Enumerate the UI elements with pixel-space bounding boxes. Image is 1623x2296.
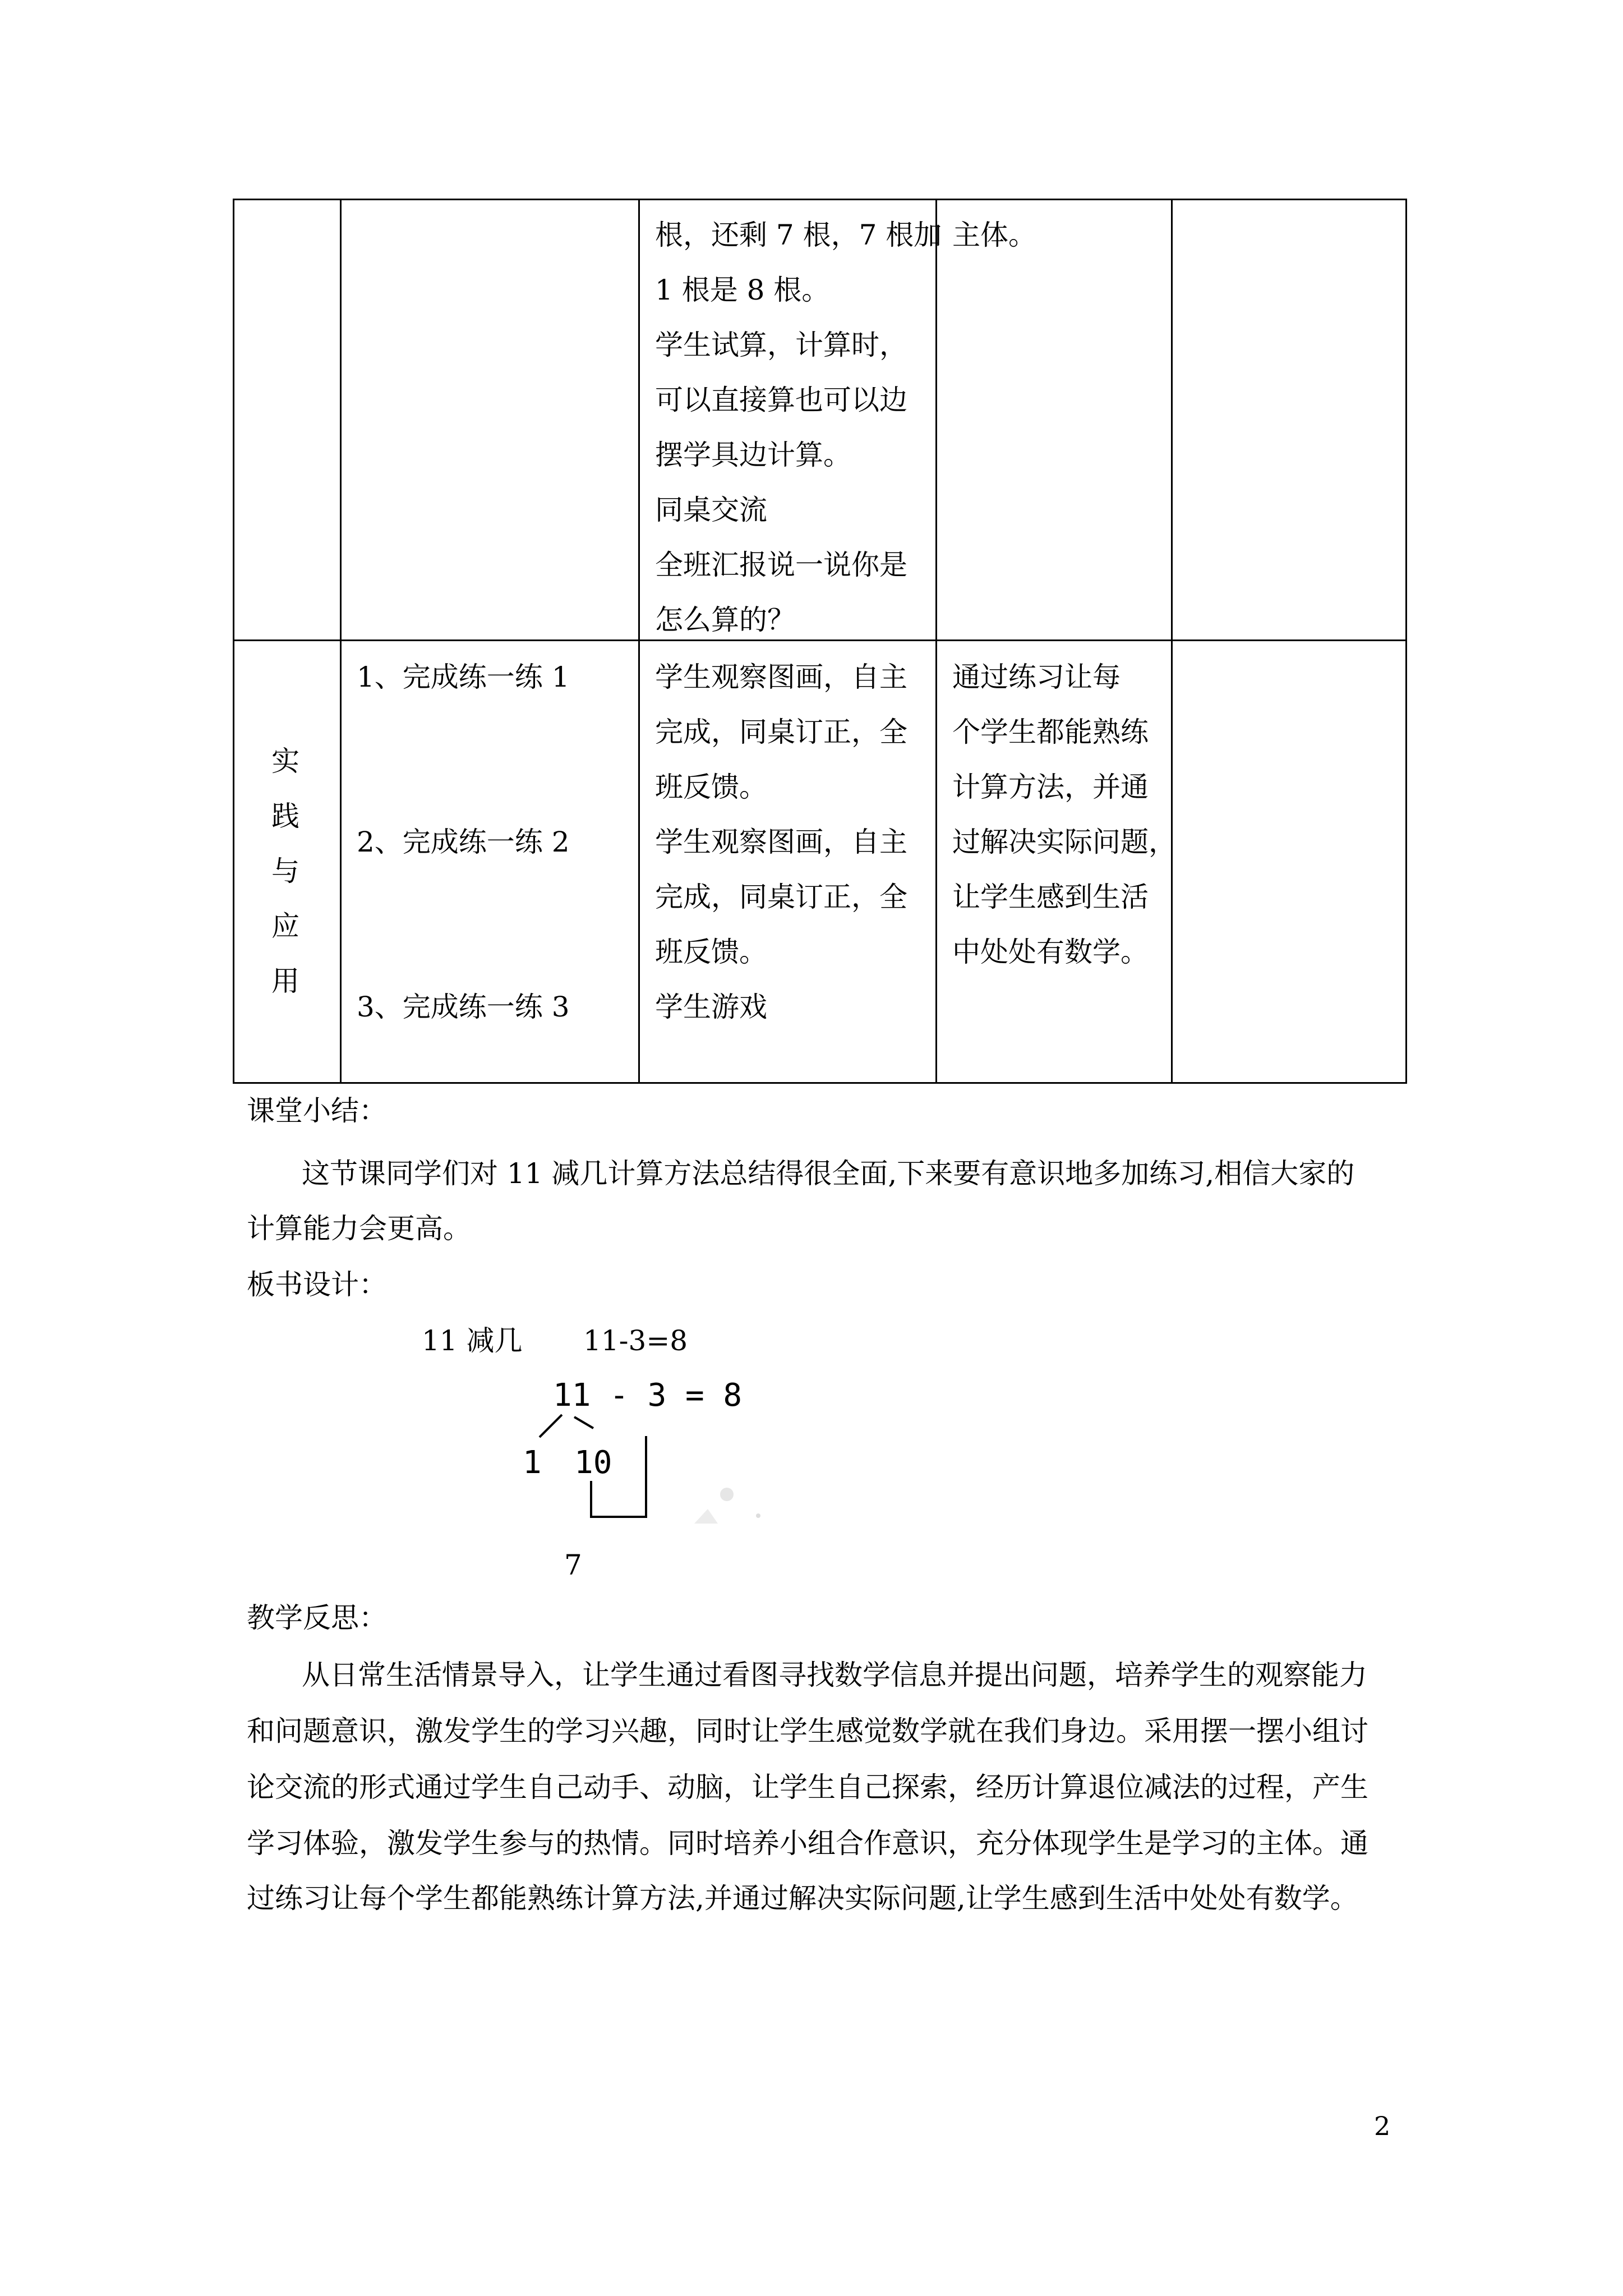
row2-student-activity [655, 650, 907, 1034]
text-line: 学生观察图画，自主 [655, 661, 907, 693]
row2-design-intent [952, 650, 1177, 979]
text-line: 学生观察图画，自主 [655, 826, 907, 858]
row2-stage-label [271, 734, 299, 1009]
text-line: 班反馈。 [655, 771, 767, 803]
watermark-dot [720, 1488, 734, 1501]
text-line: 主体。 [952, 219, 1036, 251]
text-line: 完成，同桌订正，全 [655, 716, 907, 748]
table-col-divider-1 [340, 199, 342, 1084]
text-line: 怎么算的？ [655, 604, 795, 636]
text-line: 班反馈。 [655, 936, 767, 968]
text-line: 全班汇报说一说你是 [655, 549, 907, 581]
text-line: 完成，同桌订正，全 [655, 881, 907, 913]
split-line-right [574, 1417, 593, 1428]
text-line: 学生游戏 [655, 991, 767, 1023]
row1-design-intent [952, 208, 1036, 263]
table-bottom-border [233, 1082, 1407, 1084]
split-line-left [540, 1415, 562, 1437]
text-line: 计算方法，并通 [952, 771, 1149, 803]
row1-student-activity [655, 208, 942, 647]
table-right-border [1405, 199, 1407, 1084]
text-char: 用 [271, 965, 299, 997]
text-line: 可以直接算也可以边 [655, 384, 907, 416]
board-heading: 板书设计： [247, 1268, 387, 1301]
text-line: 过解决实际问题， [952, 826, 1177, 858]
text-line: 摆学具边计算。 [655, 439, 851, 471]
text-line: 1 根是 8 根。 [655, 274, 830, 306]
text-line: 同桌交流 [655, 494, 767, 526]
table-left-border [233, 199, 234, 1084]
text-line: 让学生感到生活 [952, 881, 1149, 913]
text-line: 个学生都能熟练 [952, 716, 1149, 748]
summary-heading: 课堂小结： [247, 1094, 387, 1127]
text-line: 通过练习让每 [952, 661, 1121, 693]
summary-line-1: 这节课同学们对 11 减几计算方法总结得很全面,下来要有意识地多加练习,相信大家的 [302, 1157, 1355, 1190]
table-top-border [233, 199, 1407, 200]
reflection-heading: 教学反思： [247, 1602, 387, 1634]
diagram-right-part: 10 [574, 1444, 612, 1481]
text-line: 学生试算，计算时， [655, 329, 907, 361]
row2-teacher-activity-3: 3、完成练一练 3 [357, 991, 570, 1023]
row2-teacher-activity-2: 2、完成练一练 2 [357, 826, 570, 858]
diagram-equation: 11 - 3 = 8 [553, 1377, 743, 1414]
row2-teacher-activity-1: 1、完成练一练 1 [357, 661, 570, 693]
text-char: 与 [271, 855, 299, 887]
table-col-divider-2 [638, 199, 640, 1084]
reflection-line-5: 过练习让每个学生都能熟练计算方法,并通过解决实际问题,让学生感到生活中处处有数学。 [247, 1882, 1358, 1915]
board-equation: 11-3=8 [583, 1324, 688, 1357]
reflection-line-1: 从日常生活情景导入，让学生通过看图寻找数学信息并提出问题，培养学生的观察能力 [302, 1659, 1367, 1691]
reflection-line-3: 论交流的形式通过学生自己动手、动脑，让学生自己探索，经历计算退位减法的过程，产生 [247, 1771, 1368, 1803]
text-line: 根，还剩 7 根，7 根加 [655, 219, 942, 251]
text-line: 中处处有数学。 [952, 936, 1149, 968]
page-number: 2 [1374, 2111, 1391, 2141]
diagram-left-part: 1 [523, 1444, 542, 1481]
diagram-result: 7 [564, 1549, 582, 1581]
text-char: 践 [271, 800, 299, 832]
watermark-dot-small [756, 1513, 760, 1518]
watermark-mark [694, 1509, 718, 1524]
summary-line-2: 计算能力会更高。 [247, 1212, 471, 1245]
reflection-line-2: 和问题意识，激发学生的学习兴趣，同时让学生感觉数学就在我们身边。采用摆一摆小组讨 [247, 1715, 1368, 1747]
reflection-line-4: 学习体验，激发学生参与的热情。同时培养小组合作意识，充分体现学生是学习的主体。通 [247, 1827, 1368, 1860]
board-title: 11 减几 [422, 1324, 523, 1357]
text-char: 应 [271, 910, 299, 942]
text-char: 实 [271, 745, 299, 777]
